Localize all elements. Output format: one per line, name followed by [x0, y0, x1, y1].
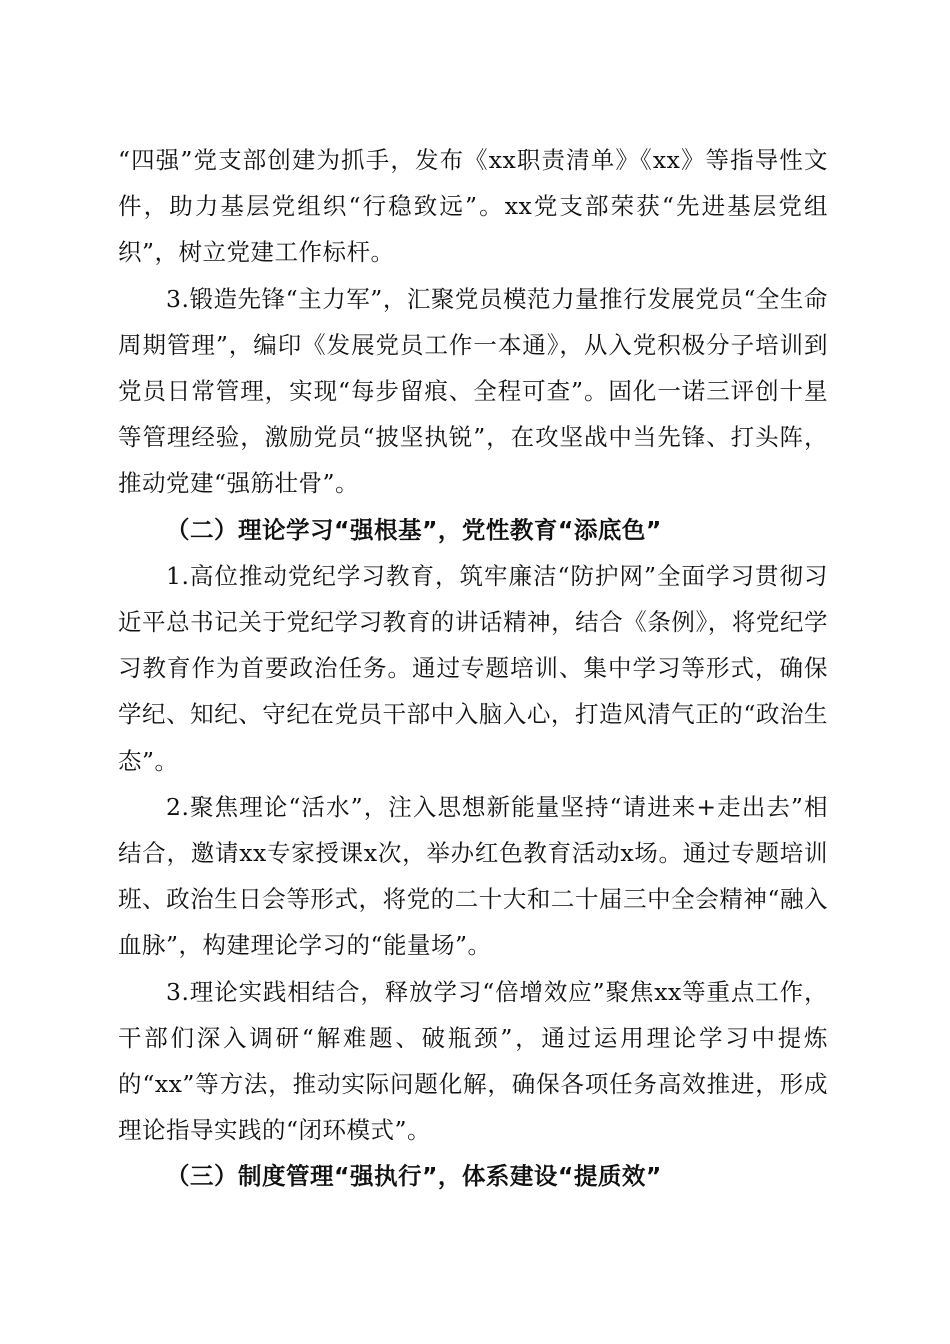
section-heading-theory-study: （二）理论学习“强根基”，党性教育“添底色” [166, 515, 662, 544]
document-body [118, 137, 828, 1200]
paragraph-theory-practice: 3.理论实践相结合，释放学习“倍增效应”聚焦xx等重点工作，干部们深入调研“解难题、破瓶颈”，通过运用理论学习中提炼的“xx”等方法，推动实际问题化解，确保各项任务高效推进，形成理论指导实践的“闭环模式”。 [118, 977, 828, 1145]
paragraph-theory-living-water: 2.聚焦理论“活水”，注入思想新能量坚持“请进来+走出去”相结合，邀请xx专家授课x次，举办红色教育活动x场。通过专题培训班、政治生日会等形式，将党的二十大和二十届三中全会精神“融入血脉”，构建理论学习的“能量场”。 [118, 792, 828, 960]
paragraph-continuation: “四强”党支部创建为抓手，发布《xx职责清单》《xx》等指导性文件，助力基层党组织“行稳致远”。xx党支部荣获“先进基层党组织”，树立党建工作标杆。 [118, 146, 828, 267]
paragraph-discipline-education: 1.高位推动党纪学习教育，筑牢廉洁“防护网”全面学习贯彻习近平总书记关于党纪学习教育的讲话精神，结合《条例》，将党纪学习教育作为首要政治任务。通过专题培训、集中学习等形式，确保学纪、知纪、守纪在党员干部中入脑入心，打造风清气正的“政治生态”。 [118, 561, 828, 775]
section-heading-system-management: （三）制度管理“强执行”，体系建设“提质效” [166, 1162, 662, 1191]
paragraph-forge-vanguard: 3.锻造先锋“主力军”，汇聚党员模范力量推行发展党员“全生命周期管理”，编印《发展党员工作一本通》，从入党积极分子培训到党员日常管理，实现“每步留痕、全程可查”。固化一诺三评创十星等管理经验，激励党员“披坚执锐”，在攻坚战中当先锋、打头阵，推动党建“强筋壮骨”。 [118, 284, 828, 498]
